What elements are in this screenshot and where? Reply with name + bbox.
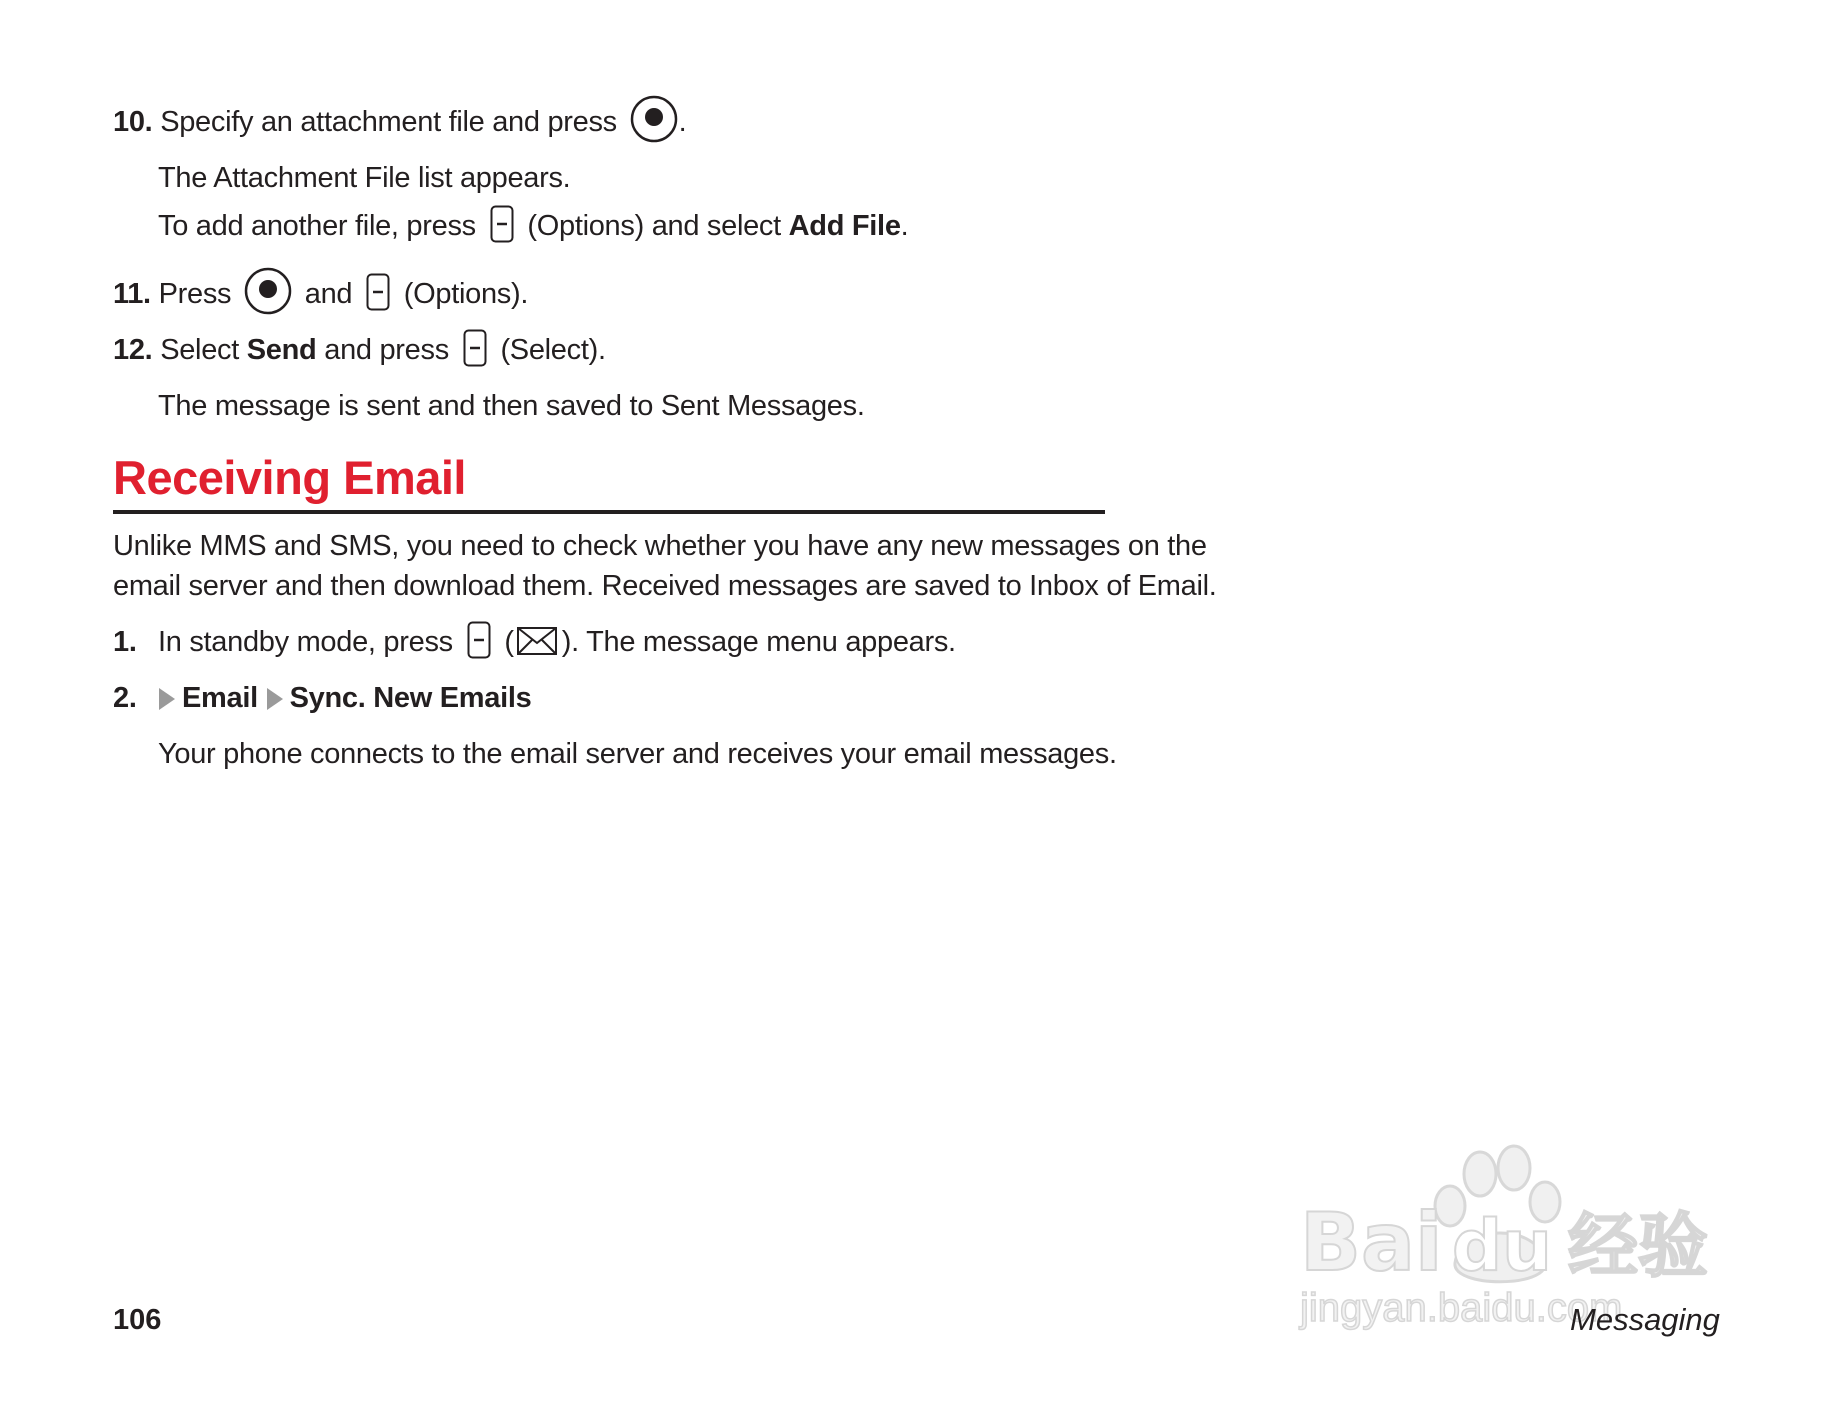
ok-key-icon [243, 266, 293, 316]
step-number: 10. [113, 106, 153, 138]
envelope-icon [516, 626, 560, 656]
step-text: (Options). [403, 278, 529, 310]
step-number: 1. [113, 626, 137, 658]
step-text: ). The message menu appears. [561, 626, 956, 658]
svg-text:du: du [1452, 1205, 1552, 1287]
step-10-note [158, 206, 908, 246]
soft-key-icon [467, 621, 491, 659]
section-heading: Receiving Email [113, 451, 466, 504]
arrow-right-icon [158, 687, 176, 711]
page-number: 106 [113, 1304, 162, 1336]
note-text-end: . [900, 210, 909, 242]
add-file-label: Add File [788, 210, 901, 242]
step-text: and [304, 278, 353, 310]
intro-line-2: email server and then download them. Received messages are saved to Inbox of Email. [113, 570, 1217, 602]
step-number: 11. [113, 278, 151, 310]
step-number: 12. [113, 334, 153, 366]
step-2-result: Your phone connects to the email server and receives your email messages. [158, 738, 1117, 770]
svg-text:经验: 经验 [1568, 1205, 1708, 1287]
step-10-result: The Attachment File list appears. [158, 162, 571, 194]
arrow-right-icon [266, 687, 284, 711]
note-text: (Options) and select [527, 210, 781, 242]
step-2 [113, 678, 531, 718]
step-text: Press [158, 278, 232, 310]
watermark-url: jingyan.baidu.com [1300, 1286, 1623, 1330]
intro-line-1: Unlike MMS and SMS, you need to check whether you have any new messages on the [113, 530, 1207, 562]
step-12-result: The message is sent and then saved to Sent Messages. [158, 390, 865, 422]
soft-key-icon [463, 329, 487, 367]
step-12 [113, 330, 606, 370]
step-11 [113, 274, 528, 314]
heading-rule [113, 510, 1105, 514]
step-text-end: . [678, 106, 687, 138]
ok-key-icon [629, 94, 679, 144]
soft-key-icon [490, 205, 514, 243]
step-10 [113, 102, 686, 142]
step-text: (Select). [500, 334, 606, 366]
step-text: Specify an attachment file and press [160, 106, 617, 138]
section-name: Messaging [1570, 1302, 1720, 1337]
paren-open: ( [504, 626, 514, 658]
step-text: and press [324, 334, 449, 366]
svg-text:Bai: Bai [1300, 1196, 1443, 1289]
step-text: Select [160, 334, 239, 366]
step-text: In standby mode, press [158, 626, 453, 658]
note-text: To add another file, press [158, 210, 476, 242]
send-label: Send [246, 334, 317, 366]
soft-key-icon [366, 273, 390, 311]
step-1 [113, 622, 956, 662]
menu-item-sync: Sync. New Emails [289, 682, 532, 714]
step-number: 2. [113, 682, 137, 714]
menu-item-email: Email [182, 682, 258, 714]
